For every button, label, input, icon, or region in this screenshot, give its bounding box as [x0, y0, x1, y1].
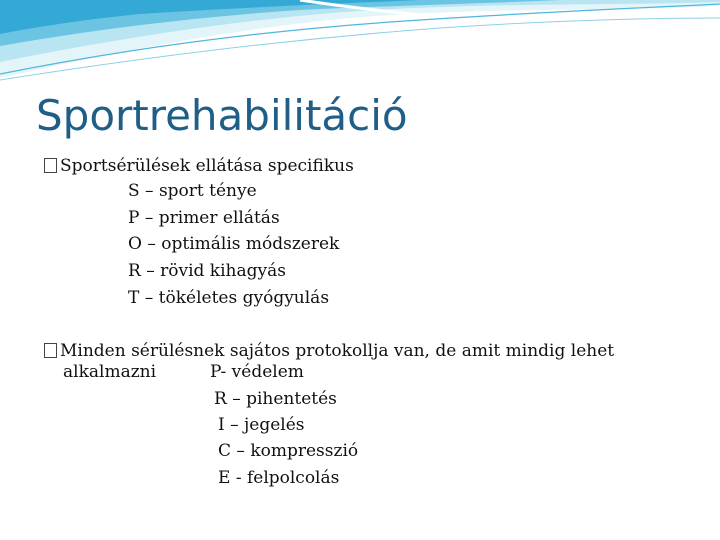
list-item-s: S – sport ténye	[128, 181, 257, 201]
list-item-price-c: C – kompresszió	[218, 441, 359, 461]
bullet-2-line-2: alkalmazni	[63, 362, 157, 382]
list-item-price-e: E - felpolcolás	[218, 468, 340, 488]
list-item-price-r: R – pihentetés	[214, 389, 337, 409]
list-item-price-p: P- védelem	[210, 362, 304, 382]
bullet-1	[44, 156, 354, 176]
bullet-box-icon	[44, 343, 57, 358]
slide-title: Sportrehabilitáció	[36, 91, 408, 140]
bullet-1-text: Sportsérülések ellátása specifikus	[60, 156, 354, 176]
list-item-o: O – optimális módszerek	[128, 234, 340, 254]
bullet-box-icon	[44, 158, 57, 173]
list-item-p: P – primer ellátás	[128, 208, 280, 228]
list-item-r: R – rövid kihagyás	[128, 261, 286, 281]
bullet-2-line-1: Minden sérülésnek sajátos protokollja van, de amit mindig lehet	[60, 341, 615, 361]
list-item-t: T – tökéletes gyógyulás	[128, 288, 330, 308]
bullet-2	[44, 341, 614, 361]
list-item-price-i: I – jegelés	[218, 415, 305, 435]
